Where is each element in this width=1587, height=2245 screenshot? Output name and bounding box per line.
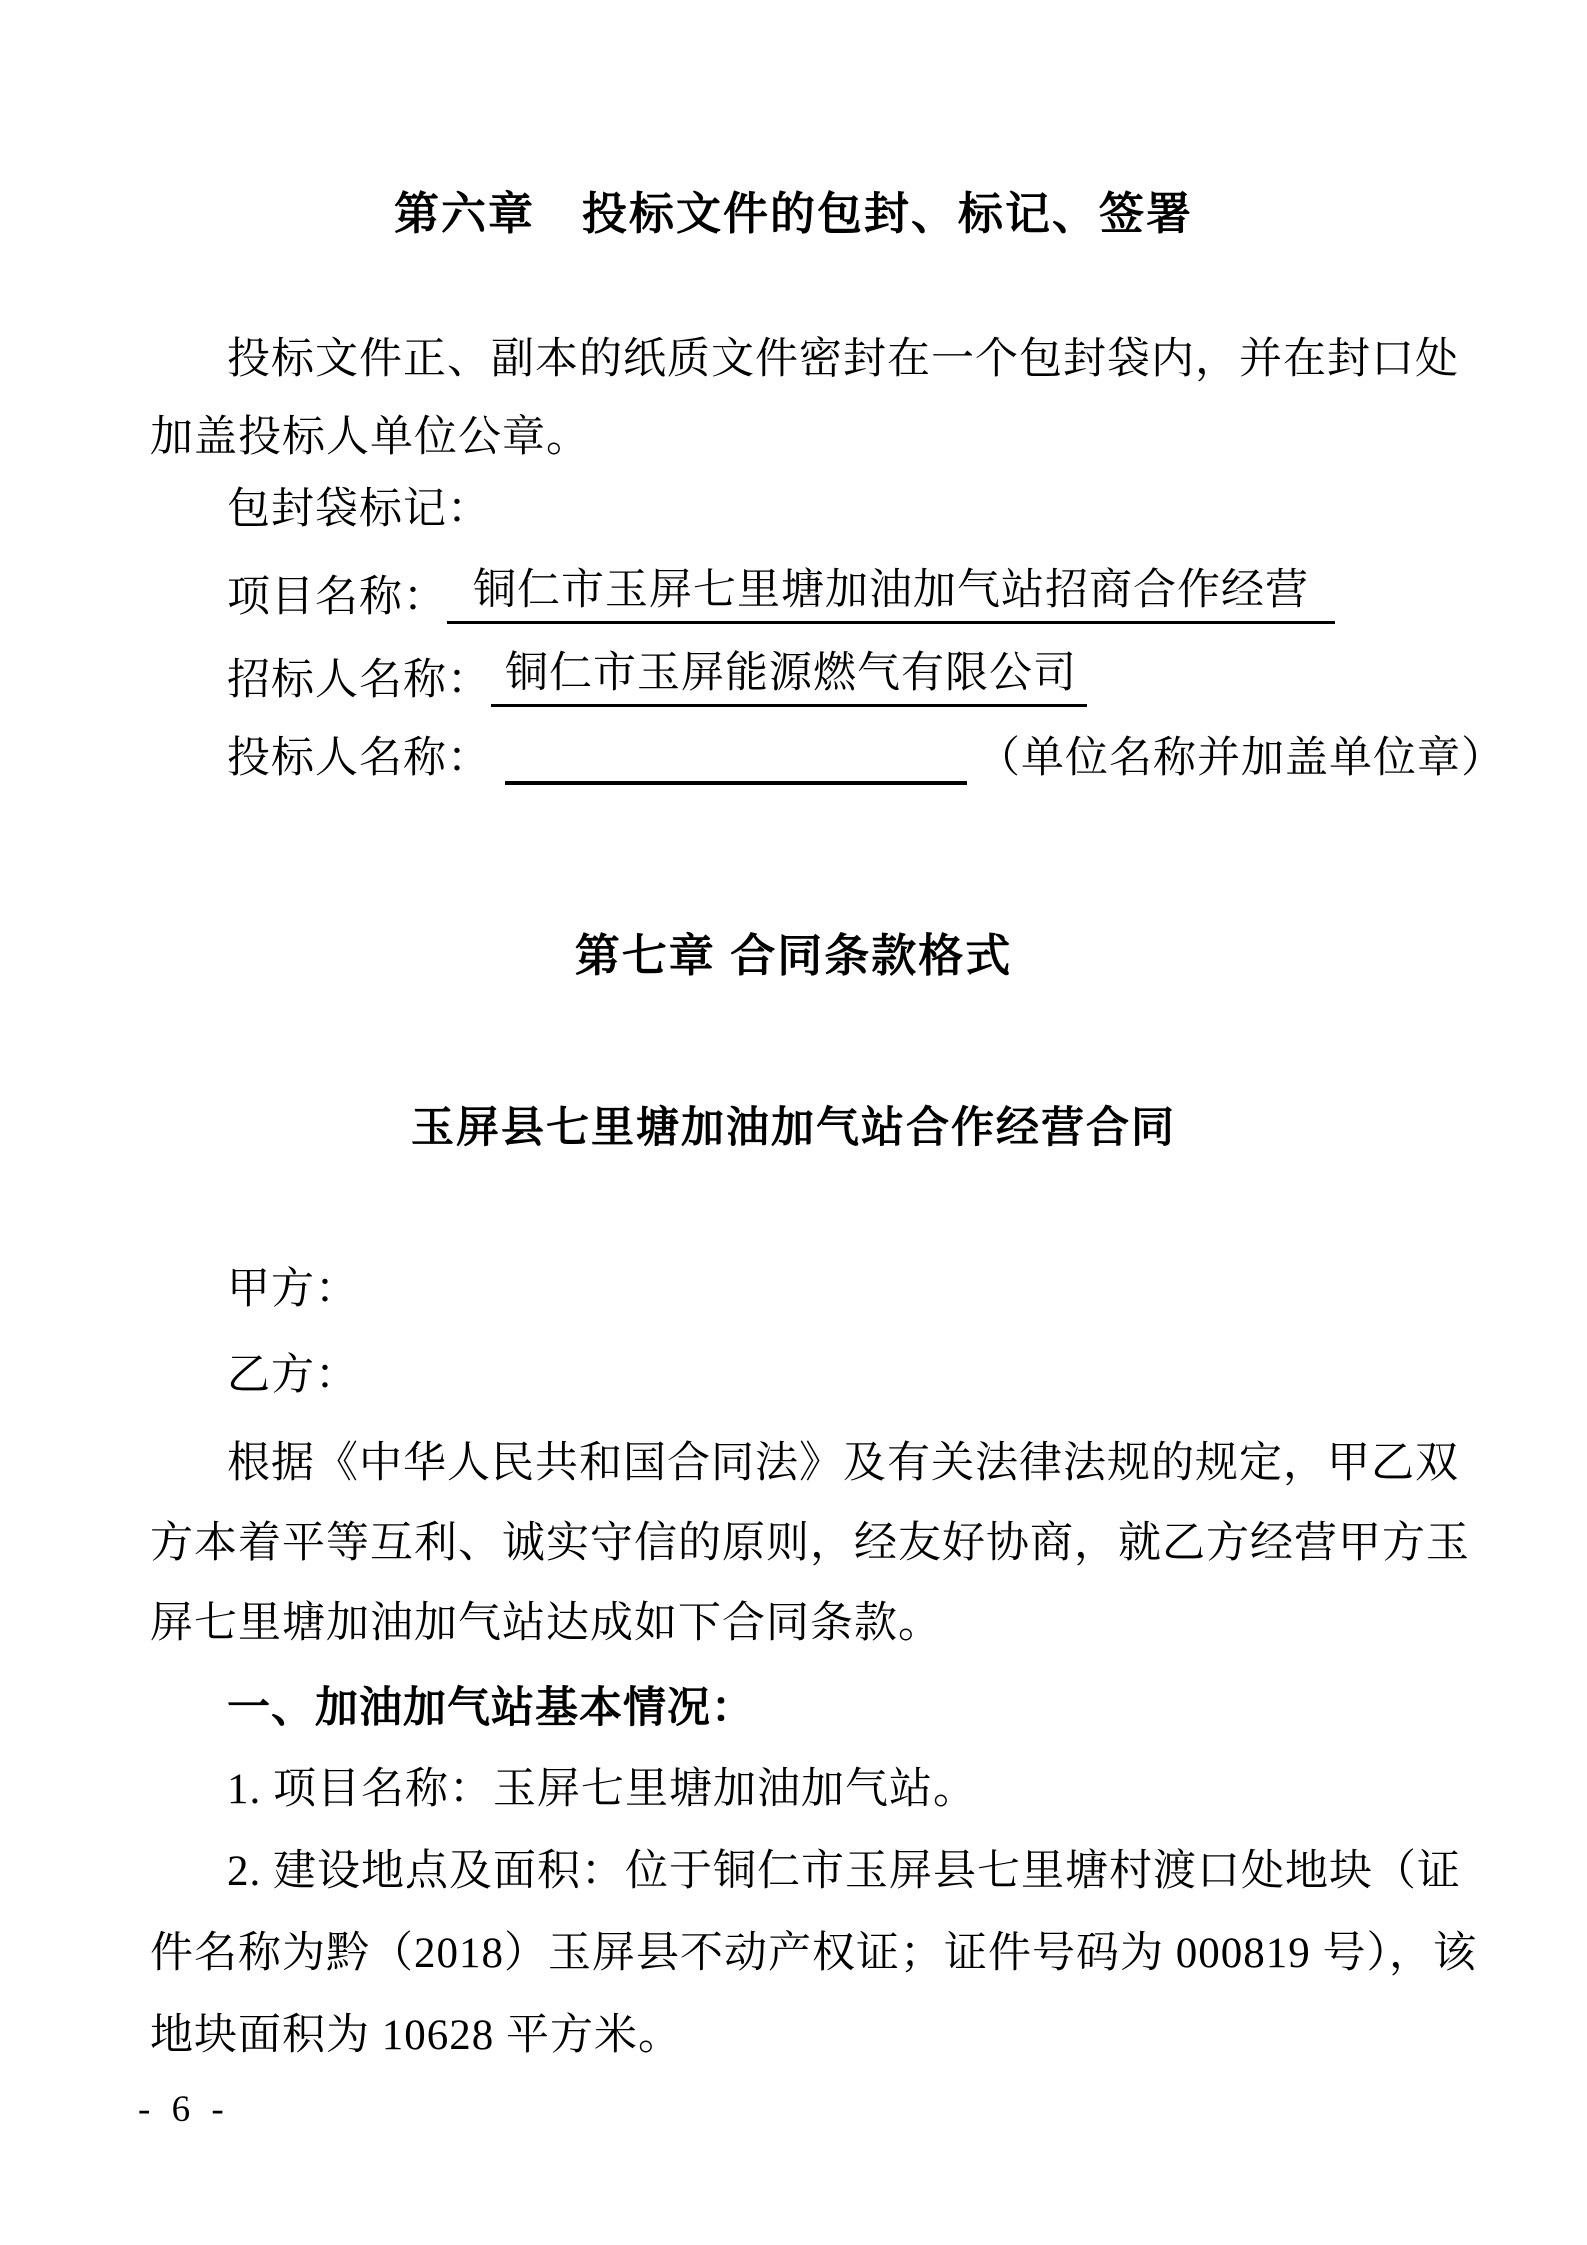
bidder-name-row bbox=[227, 733, 1505, 785]
party-a-label: 甲方： bbox=[227, 1266, 359, 1313]
item2-line3: 地块面积为 10628 平方米。 bbox=[150, 2012, 682, 2059]
project-name-value: 铜仁市玉屏七里塘加油加气站招商合作经营 bbox=[447, 565, 1335, 624]
preamble-line2: 方本着平等互利、诚实守信的原则，经友好协商，就乙方经营甲方玉 bbox=[150, 1520, 1470, 1567]
bidder-name-label: 投标人名称： bbox=[227, 735, 491, 782]
chapter6-paragraph-line2: 加盖投标人单位公章。 bbox=[150, 414, 590, 461]
item2-line1: 2. 建设地点及面积：位于铜仁市玉屏县七里塘村渡口处地块（证 bbox=[227, 1848, 1461, 1895]
tenderer-name-value: 铜仁市玉屏能源燃气有限公司 bbox=[491, 648, 1087, 707]
tenderer-name-row bbox=[227, 648, 1087, 707]
chapter6-paragraph-line1: 投标文件正、副本的纸质文件密封在一个包封袋内，并在封口处 bbox=[227, 336, 1459, 383]
chapter7-title: 第七章 合同条款格式 bbox=[574, 930, 1013, 981]
tenderer-name-label: 招标人名称： bbox=[227, 657, 491, 704]
item1-project-name: 1. 项目名称：玉屏七里塘加油加气站。 bbox=[227, 1766, 977, 1813]
preamble-line1: 根据《中华人民共和国合同法》及有关法律法规的规定，甲乙双 bbox=[227, 1440, 1459, 1487]
bidder-name-note: （单位名称并加盖单位章） bbox=[977, 735, 1505, 782]
chapter6-title: 第六章 投标文件的包封、标记、签署 bbox=[393, 189, 1193, 239]
bidder-name-blank bbox=[505, 735, 967, 785]
contract-title: 玉屏县七里塘加油加气站合作经营合同 bbox=[411, 1104, 1176, 1152]
seal-bag-marking-label: 包封袋标记： bbox=[227, 486, 491, 533]
party-b-label: 乙方： bbox=[227, 1352, 359, 1399]
project-name-label: 项目名称： bbox=[227, 574, 447, 621]
project-name-row bbox=[227, 565, 1335, 624]
section1-heading: 一、加油加气站基本情况： bbox=[227, 1684, 755, 1732]
preamble-line3: 屏七里塘加油加气站达成如下合同条款。 bbox=[150, 1600, 942, 1647]
item2-line2: 件名称为黔（2018）玉屏县不动产权证；证件号码为 000819 号），该 bbox=[150, 1930, 1477, 1977]
page-number: - 6 - bbox=[138, 2089, 230, 2130]
